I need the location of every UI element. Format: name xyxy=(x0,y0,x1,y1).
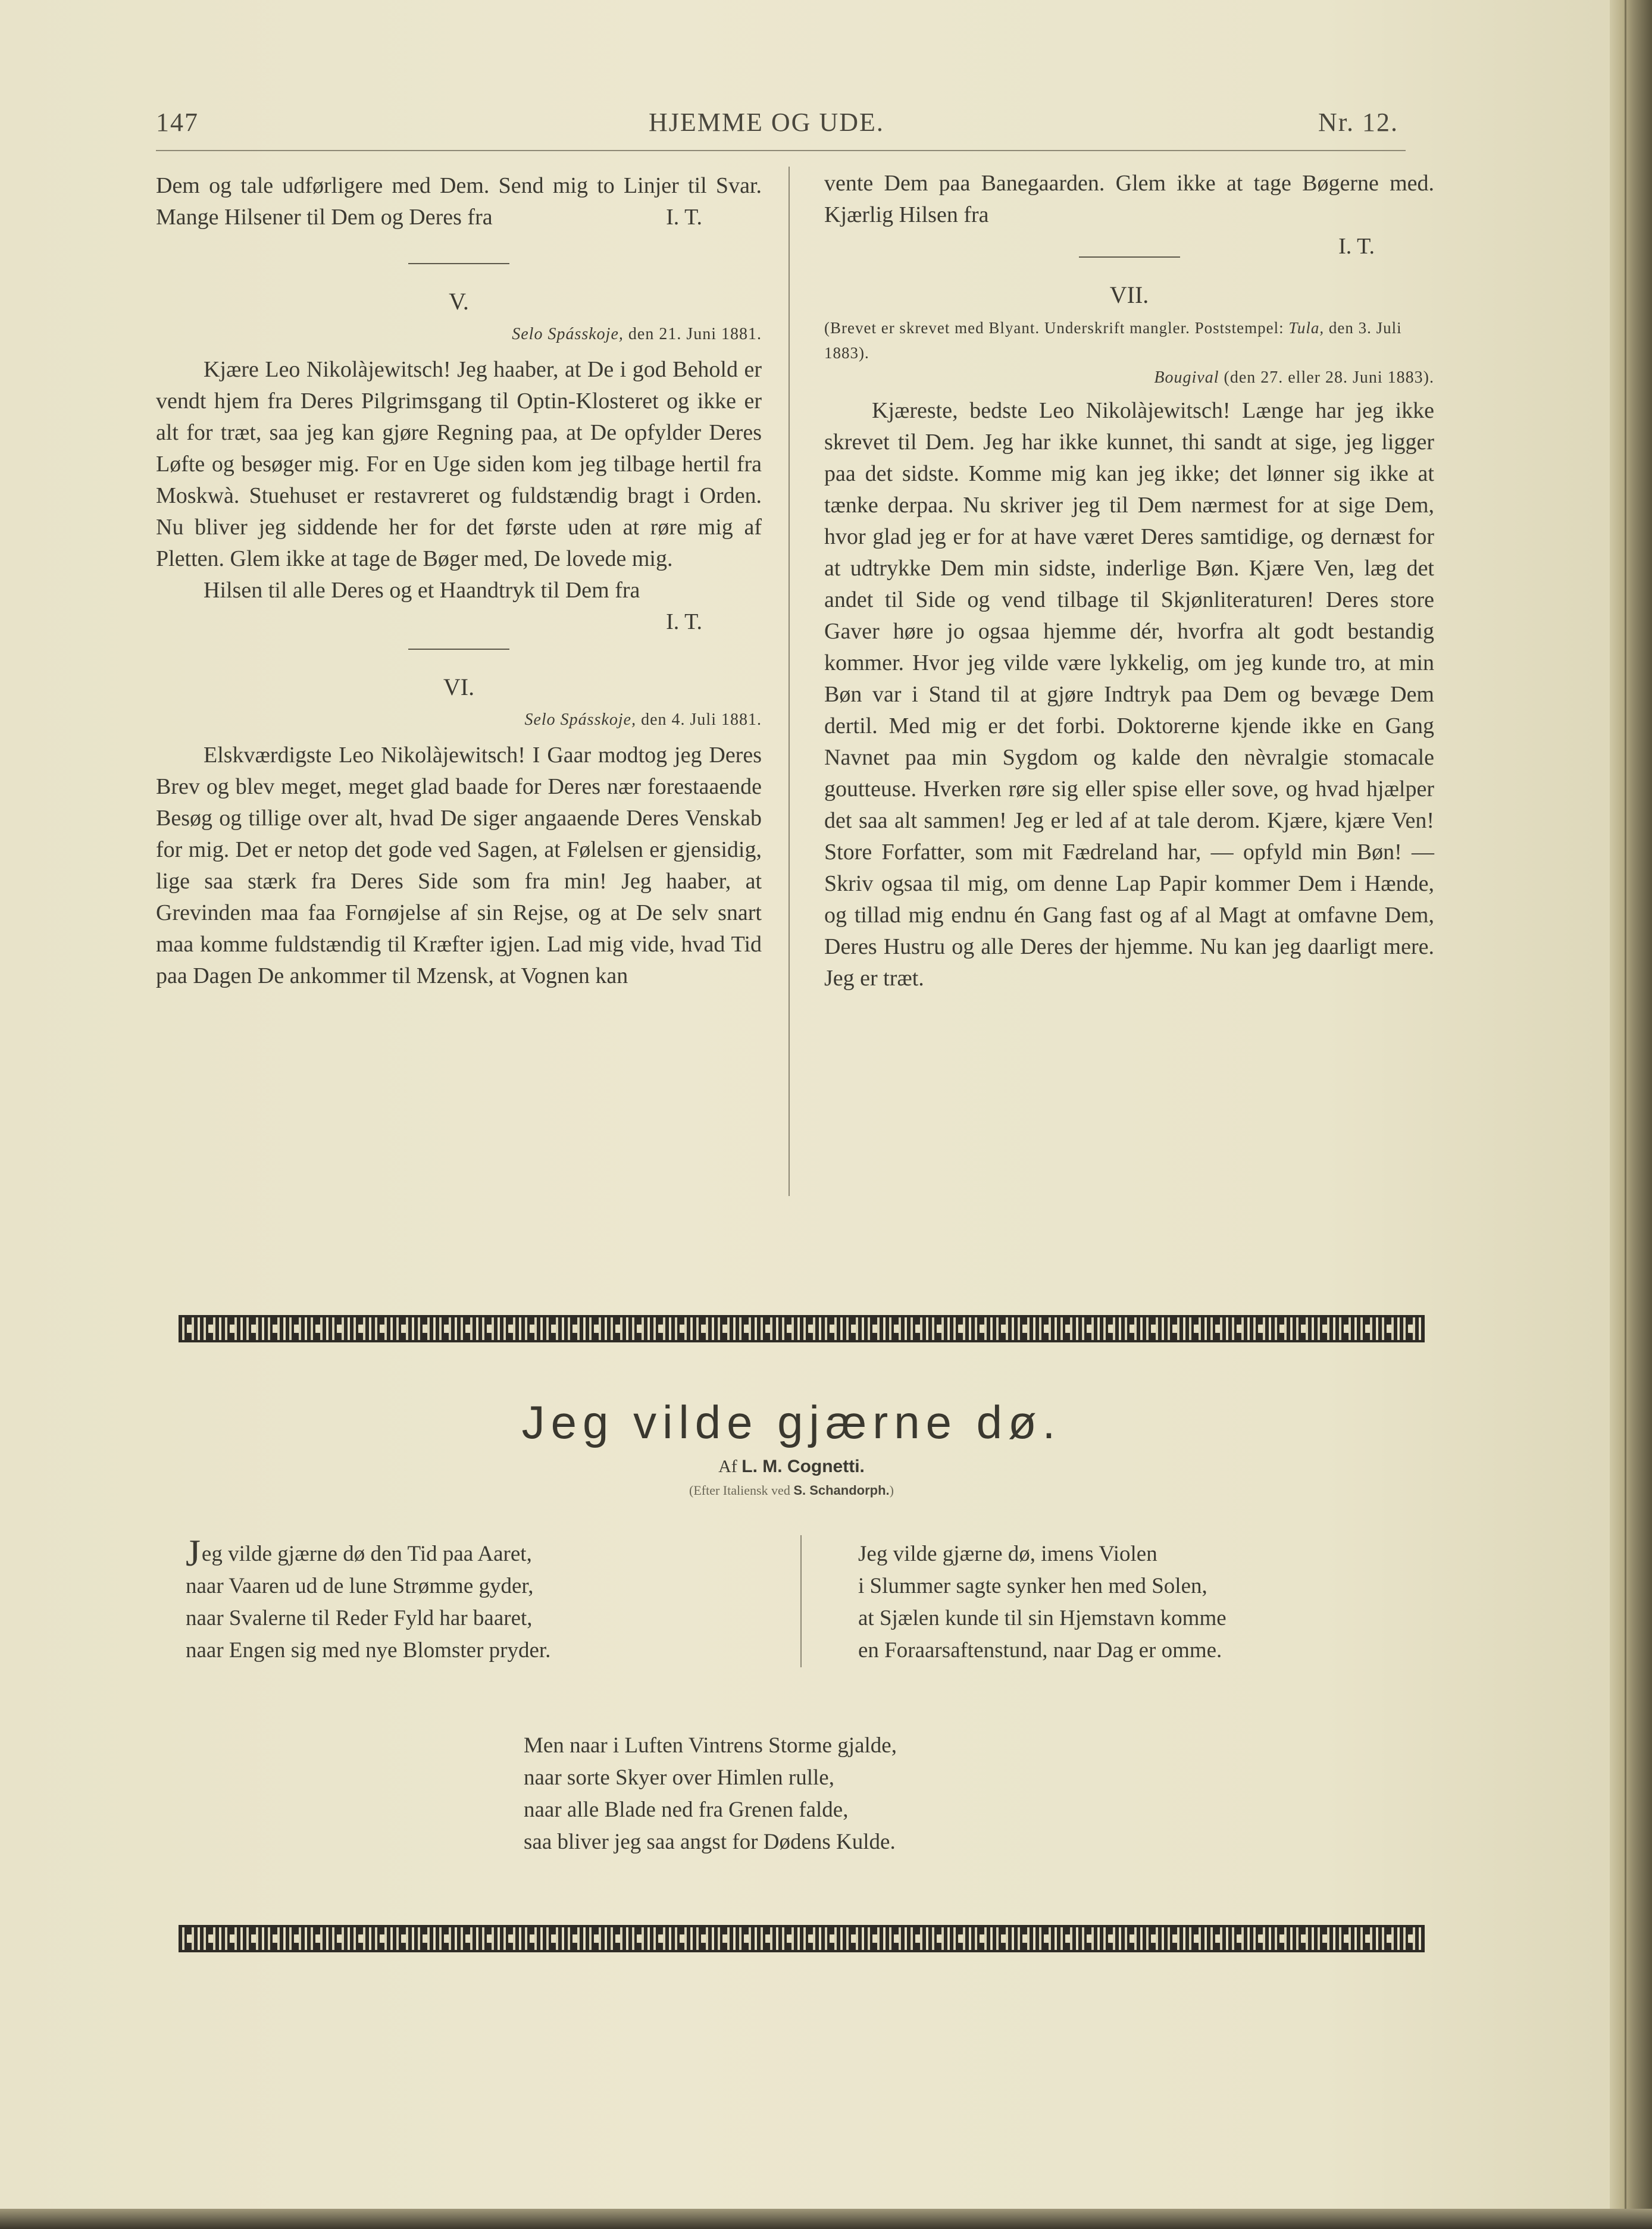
section-vii-dateline xyxy=(824,365,1434,390)
poem-title: Jeg vilde gjærne dø. xyxy=(521,1396,1062,1448)
poem-line: naar Vaaren ud de lune Strømme gyder, xyxy=(186,1574,534,1598)
translation-suffix: ) xyxy=(889,1483,894,1498)
poem-line: naar sorte Skyer over Himlen rulle, xyxy=(524,1765,834,1790)
section-vii-date: (den 27. eller 28. Juni 1883). xyxy=(1224,368,1434,387)
poem-line: Men naar i Luften Vintrens Storme gjalde, xyxy=(524,1733,897,1758)
section-vii-place: Bougival xyxy=(1154,368,1219,387)
section-v-number: V. xyxy=(449,288,469,315)
issue-number: Nr. 12. xyxy=(1318,108,1398,137)
section-vi-date: den 4. Juli 1881. xyxy=(641,710,762,729)
poem-line: saa bliver jeg saa angst for Dødens Kulde. xyxy=(524,1830,896,1854)
poem-line xyxy=(186,1532,550,1574)
left-intro-text: Dem og tale udførligere med Dem. Send mig to Linjer til Svar. Mange Hilsener til Dem og Deres fra xyxy=(156,173,762,230)
poem-line: at Sjælen kunde til sin Hjemstavn komme xyxy=(858,1606,1227,1630)
book-spine xyxy=(1610,0,1652,2229)
poem-stanza-3 xyxy=(524,1730,897,1858)
section-divider xyxy=(408,649,509,650)
poem-line: en Foraarsaftenstund, naar Dag er omme. xyxy=(858,1638,1222,1663)
left-column xyxy=(156,170,762,992)
poem-line: naar Engen sig med nye Blomster pryder. xyxy=(186,1638,551,1663)
spine-line xyxy=(1625,0,1626,2229)
column-divider xyxy=(789,167,790,1196)
section-vi-number: VI. xyxy=(443,674,475,700)
section-divider xyxy=(1079,256,1180,258)
poem-byline xyxy=(0,1457,1583,1477)
page-number: 147 xyxy=(156,108,199,137)
section-vii-number: VII. xyxy=(1109,281,1149,308)
running-title: HJEMME OG UDE. xyxy=(649,108,884,137)
section-vii-body: Kjæreste, bedste Leo Nikolàjewitsch! Længe har jeg ikke skrevet til Dem. Jeg har ikke kunnet, thi sandt at sige, jeg ligger paa det sidste. Komme mig kan jeg ikke; det lønner sig ikke at tænke derpaa. Nu skriver jeg til Dem nærmest for at sige Dem, hvor glad jeg er for at have været Deres samtidige, og dernæst for at udtrykke Dem min sidste, inderlige Bøn. Kjære Ven, læg det andet til Side og vend tilbage til Skjønliteraturen! Deres store Gaver høre jo ogsaa hjemme dér, hvorfra alt godt bestandig kommer. Hvor jeg vilde være lykkelig, om jeg kunde tro, at min Bøn var i Stand til at gjøre Indtryk paa Dem og bevæge Dem dertil. Med mig er det forbi. Doktorerne kjende ikke en Gang Navnet paa min Sygdom og kalde den nèvralgie stomacale goutteuse. Hverken røre sig eller spise eller sove, og hvad hjælper det saa alt sammen! Jeg er led af at tale derom. Kjære, kjære Ven! Store Forfatter, som mit Fædreland har, — opfyld min Bøn! — Skriv ogsaa til mig, om denne Lap Papir kommer Dem i Hænde, og tillad mig endnu én Gang fast og af al Magt at omfavne Dem, Deres Hustru og alle Deres der hjemme. Nu kan jeg daarligt mere. Jeg er træt. xyxy=(824,398,1434,991)
ornament-pattern xyxy=(179,1325,1425,1333)
bottom-edge xyxy=(0,2209,1652,2229)
poem-stanza-1 xyxy=(186,1532,551,1667)
section-v-dateline xyxy=(156,322,762,347)
poem-line: naar Svalerne til Reder Fyld har baaret, xyxy=(186,1606,533,1630)
section-vii-note-suffix: den 3. Juli 1883). xyxy=(824,319,1402,362)
ornament-pattern xyxy=(179,1934,1425,1943)
section-v-place: Selo Spásskoje, xyxy=(512,325,624,343)
section-vi-place: Selo Spásskoje, xyxy=(524,710,637,729)
ornamental-border xyxy=(179,1925,1425,1952)
section-vii-note xyxy=(824,315,1434,365)
poem-line: Jeg vilde gjærne dø, imens Violen xyxy=(858,1542,1157,1566)
section-v-date: den 21. Juni 1881. xyxy=(628,325,762,343)
section-v-closing: Hilsen til alle Deres og et Haandtryk til Dem fra xyxy=(204,578,640,603)
right-column xyxy=(824,168,1434,994)
section-vi-dateline xyxy=(156,707,762,732)
left-intro-sign: I. T. xyxy=(666,205,702,230)
right-intro-text: vente Dem paa Banegaarden. Glem ikke at tage Bøgerne med. Kjærlig Hilsen fra xyxy=(824,171,1434,227)
drop-cap: J xyxy=(186,1532,201,1574)
right-intro-sign: I. T. xyxy=(1338,234,1375,259)
poem-author: L. M. Cognetti. xyxy=(741,1457,865,1476)
section-vi-body: Elskværdigste Leo Nikolàjewitsch! I Gaar modtog jeg Deres Brev og blev meget, meget glad baade for Deres nær forestaaende Besøg og tillige over alt, hvad De siger angaaende Deres Venskab for mig. Det er netop det gode ved Sagen, at Følelsen er gjensidig, lige saa stærk fra Deres Side som fra min! Jeg haaber, at Grevinden maa faa Fornøjelse af sin Rejse, og at De selv snart maa komme fuldstændig til Kræfter igjen. Lad mig vide, hvad Tid paa Dagen De ankommer til Mzensk, at Vognen kan xyxy=(156,743,762,988)
header-rule xyxy=(156,150,1406,151)
section-v-sign: I. T. xyxy=(666,609,702,634)
poem-translation-note xyxy=(0,1483,1583,1498)
poem-line: naar alle Blade ned fra Grenen falde, xyxy=(524,1798,849,1822)
poem-stanza-2 xyxy=(858,1538,1227,1667)
byline-prefix: Af xyxy=(718,1457,737,1476)
translation-prefix: (Efter Italiensk ved xyxy=(689,1483,790,1498)
section-divider xyxy=(408,263,509,264)
poem-line-text: eg vilde gjærne dø den Tid paa Aaret, xyxy=(201,1542,532,1566)
poem-translator: S. Schandorph. xyxy=(793,1483,890,1498)
column-divider xyxy=(800,1535,802,1667)
section-vii-note-prefix: (Brevet er skrevet med Blyant. Underskrift mangler. Poststempel: xyxy=(824,319,1284,337)
ornamental-border xyxy=(179,1315,1425,1342)
poem-line: i Slummer sagte synker hen med Solen, xyxy=(858,1574,1207,1598)
section-v-body: Kjære Leo Nikolàjewitsch! Jeg haaber, at De i god Behold er vendt hjem fra Deres Pilgrimsgang til Optin-Klosteret og ikke er alt for træt, saa jeg kan gjøre Regning paa, at De opfylder Deres Løfte og besøger mig. For en Uge siden kom jeg tilbage hertil fra Moskwà. Stuehuset er restavreret og fuldstændig bragt i Orden. Nu bliver jeg siddende her for det første uden at røre mig af Pletten. Glem ikke at tage de Bøger med, De lovede mig. xyxy=(156,357,762,571)
section-vii-note-place: Tula, xyxy=(1288,319,1325,337)
